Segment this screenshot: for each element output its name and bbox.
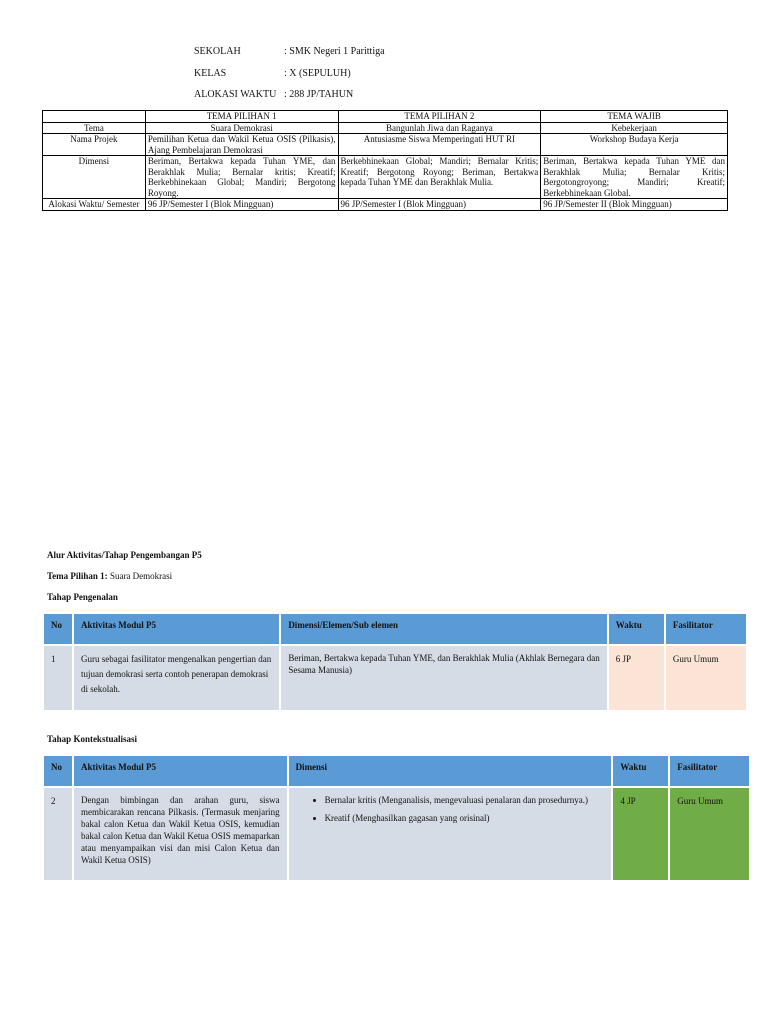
tahap-pengenalan-table bbox=[42, 612, 748, 712]
table-row bbox=[44, 788, 749, 880]
table-row bbox=[43, 156, 728, 199]
col-header: Dimensi/Elemen/Sub elemen bbox=[281, 614, 606, 644]
col-header: TEMA WAJIB bbox=[541, 111, 728, 123]
table-cell: Workshop Budaya Kerja bbox=[541, 134, 728, 156]
table-header-row bbox=[44, 614, 746, 644]
tahap-kontekstualisasi-title: Tahap Kontekstualisasi bbox=[47, 734, 137, 744]
cell-fasilitator: Guru Umum bbox=[666, 646, 746, 710]
col-header: No bbox=[44, 614, 72, 644]
header-alokasi bbox=[194, 89, 353, 100]
alokasi-label: ALOKASI WAKTU bbox=[194, 89, 277, 100]
tema-pilihan-label: Tema Pilihan 1: bbox=[47, 571, 108, 581]
table-row bbox=[43, 199, 728, 211]
col-header: Fasilitator bbox=[670, 756, 749, 786]
cell-no: 2 bbox=[44, 788, 72, 880]
kelas-label: KELAS bbox=[194, 68, 227, 79]
alokasi-value: : 288 JP/TAHUN bbox=[284, 89, 354, 100]
row-label: Tema bbox=[43, 122, 146, 134]
row-label: Nama Projek bbox=[43, 134, 146, 156]
header-sekolah bbox=[194, 46, 385, 57]
table-cell: Pemilihan Ketua dan Wakil Ketua OSIS (Pilkasis), Ajang Pembelajaran Demokrasi bbox=[145, 134, 338, 156]
cell-fasilitator: Guru Umum bbox=[670, 788, 749, 880]
table-row bbox=[44, 646, 746, 710]
cell-waktu: 6 JP bbox=[609, 646, 664, 710]
cell-no: 1 bbox=[44, 646, 72, 710]
cell-waktu: 4 JP bbox=[613, 788, 668, 880]
table-row bbox=[43, 134, 728, 156]
tahap-kontekstualisasi-table bbox=[42, 754, 751, 882]
table-cell: Beriman, Bertakwa kepada Tuhan YME, dan Berakhlak Mulia; Bernalar kritis; Kreatif; Berkebhinekaan Global; Mandiri; Bergotong Royong. bbox=[145, 156, 338, 199]
list-item: • Kreatif (Menghasilkan gagasan yang orisinal) bbox=[325, 812, 605, 824]
table-cell: 96 JP/Semester II (Blok Mingguan) bbox=[541, 199, 728, 211]
alur-title: Alur Aktivitas/Tahap Pengembangan P5 bbox=[47, 550, 202, 560]
kelas-value: : X (SEPULUH) bbox=[284, 68, 351, 79]
col-header: No bbox=[44, 756, 72, 786]
table-cell: 96 JP/Semester I (Blok Mingguan) bbox=[145, 199, 338, 211]
tema-pilihan-value: Suara Demokrasi bbox=[107, 571, 173, 581]
col-header: Waktu bbox=[613, 756, 668, 786]
row-label: Alokasi Waktu/ Semester bbox=[43, 199, 146, 211]
tahap-pengenalan-title: Tahap Pengenalan bbox=[47, 592, 118, 602]
list-item: • Bernalar kritis (Menganalisis, mengevaluasi penalaran dan prosedurnya.) bbox=[325, 794, 605, 806]
table-row bbox=[43, 122, 728, 134]
tema-table bbox=[42, 110, 728, 211]
col-header: Fasilitator bbox=[666, 614, 746, 644]
col-header: Aktivitas Modul P5 bbox=[74, 614, 279, 644]
table-cell: Berkebhinekaan Global; Mandiri; Bernalar Kritis; Kreatif; Bergotong Royong; Beriman, Bertakwa kepada Tuhan YME dan Berakhlak Mulia. bbox=[338, 156, 541, 199]
table-cell: Suara Demokrasi bbox=[145, 122, 338, 134]
table-cell: Antusiasme Siswa Memperingati HUT RI bbox=[338, 134, 541, 156]
table-cell: 96 JP/Semester I (Blok Mingguan) bbox=[338, 199, 541, 211]
table-cell: Kebekerjaan bbox=[541, 122, 728, 134]
col-header: TEMA PILIHAN 1 bbox=[145, 111, 338, 123]
dimensi-list bbox=[313, 794, 605, 824]
tema-pilihan-line bbox=[47, 571, 172, 581]
table-cell: Beriman, Bertakwa kepada Tuhan YME dan Berakhlak Mulia; Bernalar Kritis; Bergotongroyong; Mandiri; Kreatif; Berkebhinekaan Global. bbox=[541, 156, 728, 199]
row-label: Dimensi bbox=[43, 156, 146, 199]
col-header: Dimensi bbox=[289, 756, 612, 786]
cell-dimensi: Beriman, Bertakwa kepada Tuhan YME, dan Berakhlak Mulia (Akhlak Bernegara dan Sesama Manusia) bbox=[281, 646, 606, 710]
cell-aktivitas: Guru sebagai fasilitator mengenalkan pengertian dan tujuan demokrasi serta contoh penerapan demokrasi di sekolah. bbox=[74, 646, 279, 710]
cell-aktivitas: Dengan bimbingan dan arahan guru, siswa membicarakan rencana Pilkasis. (Termasuk menjaring bakal calon Ketua dan Wakil Ketua OSIS, kemudian bakal calon Ketua dan Wakil Ketua OSIS memaparkan atau menyampaikan visi dan misi Calon Ketua dan Wakil Ketua OSIS) bbox=[74, 788, 287, 880]
col-header: Aktivitas Modul P5 bbox=[74, 756, 287, 786]
col-header: Waktu bbox=[609, 614, 664, 644]
table-cell bbox=[43, 111, 146, 123]
table-cell: Bangunlah Jiwa dan Raganya bbox=[338, 122, 541, 134]
sekolah-value: : SMK Negeri 1 Parittiga bbox=[284, 46, 385, 57]
table-header-row bbox=[44, 756, 749, 786]
tema-table-header-row bbox=[43, 111, 728, 123]
sekolah-label: SEKOLAH bbox=[194, 46, 241, 57]
col-header: TEMA PILIHAN 2 bbox=[338, 111, 541, 123]
cell-dimensi bbox=[289, 788, 612, 880]
header-kelas bbox=[194, 68, 351, 79]
